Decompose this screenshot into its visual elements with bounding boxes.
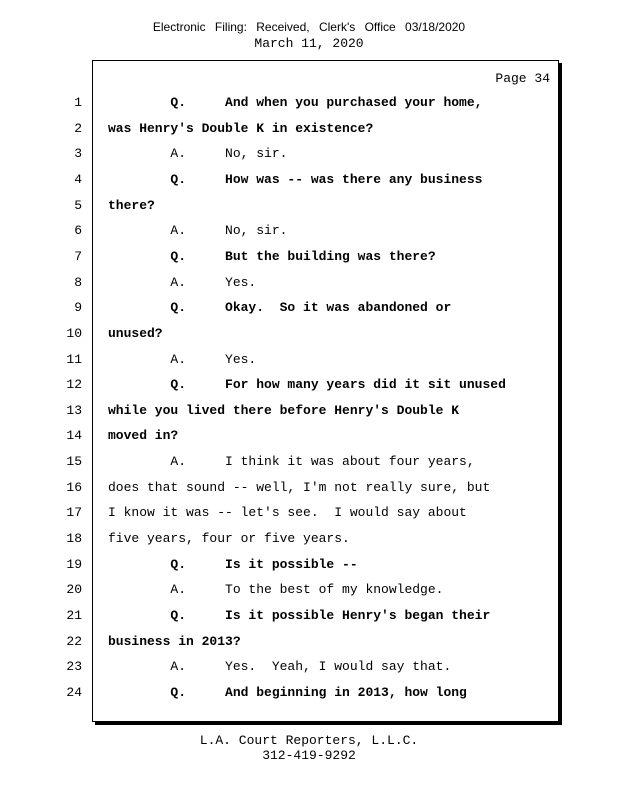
- transcript-line: while you lived there before Henry's Double K: [108, 403, 460, 418]
- line-number: 7: [74, 249, 82, 264]
- hearing-date: March 11, 2020: [254, 36, 364, 51]
- line-number: 6: [74, 223, 82, 238]
- line-number: 21: [66, 608, 82, 623]
- line-number: 15: [66, 454, 82, 469]
- line-number: 13: [66, 403, 82, 418]
- transcript-line: Q. But the building was there?: [108, 249, 436, 264]
- footer-reporter: L.A. Court Reporters, L.L.C.: [199, 733, 419, 748]
- transcript-line: I know it was -- let's see. I would say about: [108, 505, 467, 520]
- transcript-line: moved in?: [108, 428, 179, 443]
- transcript-line: Q. Okay. So it was abandoned or: [108, 300, 452, 315]
- transcript-line: A. Yes.: [108, 275, 257, 290]
- line-number: 14: [66, 428, 82, 443]
- line-number: 18: [66, 531, 82, 546]
- transcript-line: A. Yes.: [108, 352, 257, 367]
- line-number: 20: [66, 582, 82, 597]
- transcript-line: A. No, sir.: [108, 146, 288, 161]
- line-number: 4: [74, 172, 82, 187]
- transcript-line: Q. Is it possible --: [108, 557, 358, 572]
- transcript-line: Q. And when you purchased your home,: [108, 95, 483, 110]
- line-number: 19: [66, 557, 82, 572]
- transcript-line: there?: [108, 198, 155, 213]
- line-number: 12: [66, 377, 82, 392]
- line-number: 16: [66, 480, 82, 495]
- transcript-line: was Henry's Double K in existence?: [108, 121, 374, 136]
- line-number: 24: [66, 685, 82, 700]
- transcript-line: A. To the best of my knowledge.: [108, 582, 444, 597]
- filing-stamp: Electronic Filing: Received, Clerk's Office 03/18/2020: [152, 20, 466, 34]
- line-number: 10: [66, 326, 82, 341]
- page-number: Page 34: [495, 71, 550, 86]
- line-number: 8: [74, 275, 82, 290]
- line-number: 22: [66, 634, 82, 649]
- line-number: 9: [74, 300, 82, 315]
- transcript-line: A. No, sir.: [108, 223, 288, 238]
- line-number: 2: [74, 121, 82, 136]
- line-number: 1: [74, 95, 82, 110]
- line-number: 23: [66, 659, 82, 674]
- transcript-line: five years, four or five years.: [108, 531, 350, 546]
- line-number: 5: [74, 198, 82, 213]
- line-number: 3: [74, 146, 82, 161]
- transcript-line: A. Yes. Yeah, I would say that.: [108, 659, 452, 674]
- transcript-line: does that sound -- well, I'm not really sure, but: [108, 480, 491, 495]
- transcript-line: Q. For how many years did it sit unused: [108, 377, 506, 392]
- transcript-line: Q. And beginning in 2013, how long: [108, 685, 467, 700]
- transcript-line: unused?: [108, 326, 163, 341]
- footer-phone: 312-419-9292: [262, 748, 356, 763]
- transcript-line: Q. Is it possible Henry's began their: [108, 608, 491, 623]
- transcript-line: A. I think it was about four years,: [108, 454, 475, 469]
- transcript-line: business in 2013?: [108, 634, 241, 649]
- line-number: 11: [66, 352, 82, 367]
- line-number: 17: [66, 505, 82, 520]
- transcript-line: Q. How was -- was there any business: [108, 172, 483, 187]
